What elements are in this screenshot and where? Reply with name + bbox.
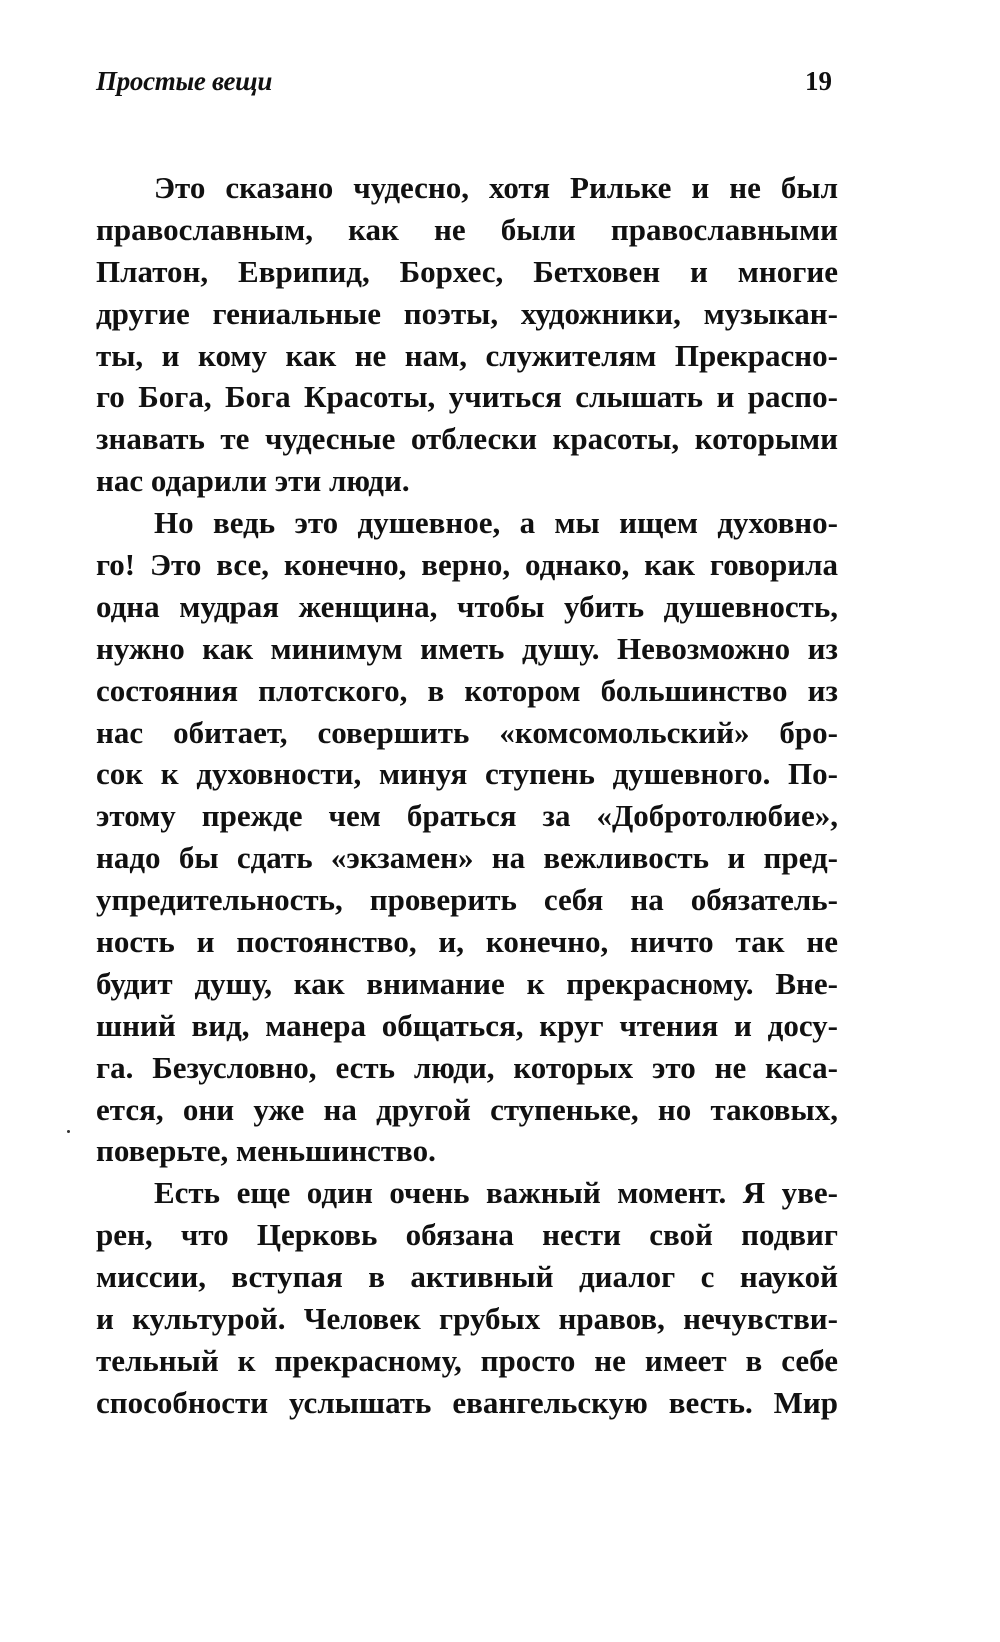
text-line: сок к духовности, минуя ступень душевного. По- bbox=[96, 756, 838, 792]
text-line: ется, они уже на другой ступеньке, но таковых, bbox=[96, 1091, 838, 1127]
text-line: надо бы сдать «экзамен» на вежливость и пред- bbox=[96, 840, 838, 876]
text-line: Это сказано чудесно, хотя Рильке и не был bbox=[154, 170, 838, 205]
text-line: православным, как не были православными bbox=[96, 211, 838, 247]
page-number: 19 bbox=[805, 66, 832, 96]
text-line: состояния плотского, в котором большинство из bbox=[96, 672, 838, 708]
text-line: Но ведь это душевное, а мы ищем духовно- bbox=[154, 505, 838, 541]
text-line: тельный к прекрасному, просто не имеет в себе bbox=[96, 1342, 838, 1378]
text-line: нужно как минимум иметь душу. Невозможно из bbox=[96, 630, 838, 666]
text-line: ты, и кому как не нам, служителям Прекрасно- bbox=[96, 337, 838, 373]
text-line: другие гениальные поэты, художники, музыкан- bbox=[96, 295, 838, 331]
text-line: одна мудрая женщина, чтобы убить душевность, bbox=[96, 588, 838, 624]
running-title: Простые вещи bbox=[96, 66, 273, 96]
text-line: упредительность, проверить себя на обязатель- bbox=[96, 882, 838, 918]
text-line: этому прежде чем браться за «Добротолюбие», bbox=[96, 798, 838, 834]
text-line: Платон, Еврипид, Борхес, Бетховен и многие bbox=[96, 253, 838, 289]
text-line: миссии, вступая в активный диалог с наукой bbox=[96, 1259, 838, 1295]
text-line: шний вид, манера общаться, круг чтения и досу- bbox=[96, 1007, 838, 1043]
text-line: знавать те чудесные отблески красоты, которыми bbox=[96, 421, 838, 457]
text-line: нас одарили эти люди. bbox=[96, 463, 410, 499]
text-line: нас обитает, совершить «комсомольский» бро- bbox=[96, 714, 838, 750]
text-line: го Бога, Бога Красоты, учиться слышать и распо- bbox=[96, 379, 838, 415]
body-text bbox=[96, 167, 838, 1424]
text-line: ность и постоянство, и, конечно, ничто так не bbox=[96, 924, 838, 960]
text-line: способности услышать евангельскую весть. Мир bbox=[96, 1384, 838, 1420]
text-line: га. Безусловно, есть люди, которых это не каса- bbox=[96, 1049, 838, 1085]
scan-speck bbox=[67, 1130, 70, 1133]
text-line: го! Это все, конечно, верно, однако, как говорила bbox=[96, 547, 838, 583]
text-line: и культурой. Человек грубых нравов, нечувстви- bbox=[96, 1301, 838, 1337]
text-line: Есть еще один очень важный момент. Я уве- bbox=[154, 1175, 838, 1211]
text-line: поверьте, меньшинство. bbox=[96, 1133, 436, 1169]
text-line: будит душу, как внимание к прекрасному. Вне- bbox=[96, 965, 838, 1001]
text-line: рен, что Церковь обязана нести свой подвиг bbox=[96, 1217, 838, 1253]
